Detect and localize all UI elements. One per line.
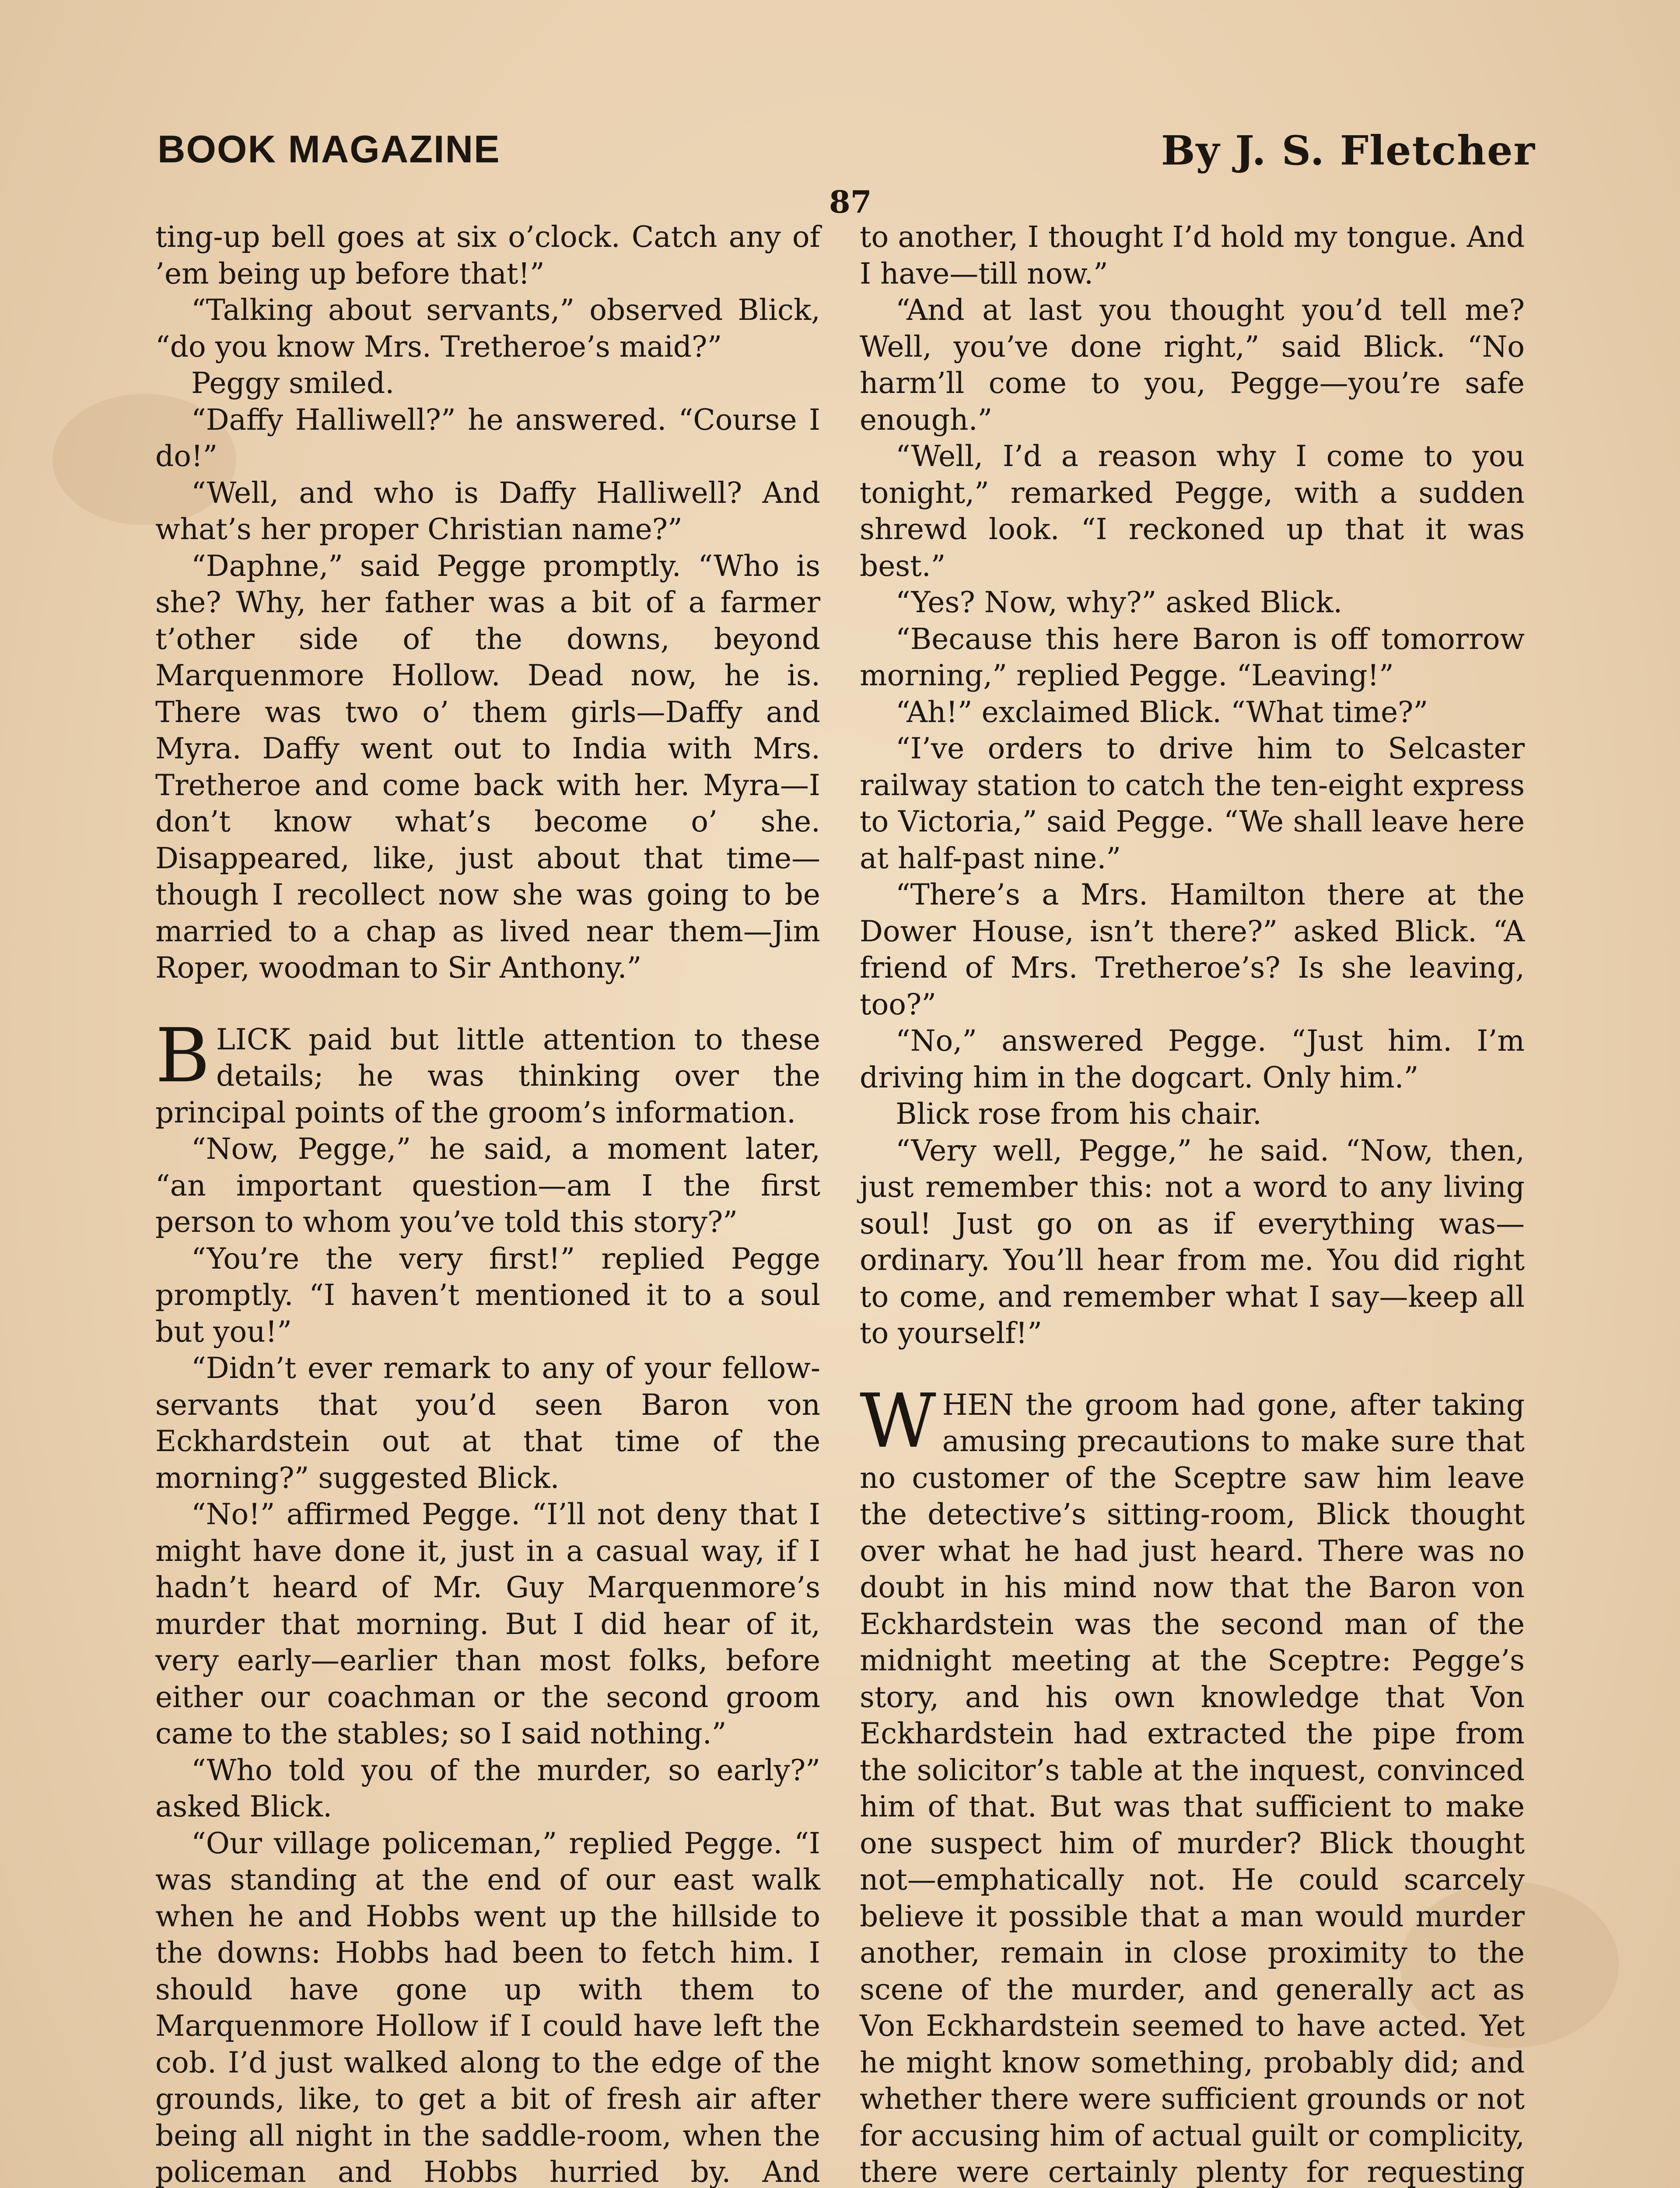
paragraph: “Who told you of the murder, so early?” asked Blick. (155, 1753, 820, 1823)
paragraph-text: HEN the groom had gone, after taking amusing precautions to make sure that no customer of the Sceptre saw him leave the detective’s sitting-room, Blick thought over what he had just heard. There was no doubt in his mind now that the Baron von Eckhardstein was the second man of the midnight meeting at the Sceptre: Pegge’s story, and his own knowledge that Von Eckhardstein had extracted the pipe from the solicitor’s table at the inquest, convinced him of that. But was that sufficient to make one suspect him of murder? Blick thought not—emphatically not. He could scarcely believe it possible that a man would murder another, remain in close proximity to the scene of the murder, and generally act as Von Eckhardstein seemed to have acted. Yet he might know something, probably did; and whether there were sufficient grounds or not for accusing him of actual guilt or complicity, there were certainly plenty for requesting (860, 1388, 1525, 2188)
paragraph: to another, I thought I’d hold my tongue. And I have—till now.” (860, 220, 1525, 291)
paragraph: “You’re the very first!” replied Pegge promptly. “I haven’t mentioned it to a soul but you!” (155, 1241, 820, 1349)
paragraph: “Yes? Now, why?” asked Blick. (896, 586, 1343, 619)
paragraph: “Well, I’d a reason why I come to you tonight,” remarked Pegge, with a sudden shrewd look. “I reckoned up that it was best.” (860, 439, 1525, 583)
paragraph: “Very well, Pegge,” he said. “Now, then, just remember this: not a word to any living soul! Just go on as if everything was—ordinary. You’ll hear from me. You did right to come, and remember what I say—keep all to yourself!” (860, 1133, 1525, 1350)
page-number: 87 (829, 184, 872, 220)
paragraph: ting-up bell goes at six o’clock. Catch any of ’em being up before that!” (155, 220, 820, 291)
paragraph: “Now, Pegge,” he said, a moment later, “an important question—am I the first person to whom you’ve told this story?” (155, 1132, 820, 1239)
left-text-column (155, 219, 820, 2188)
paragraph: Peggy smiled. (191, 366, 395, 400)
drop-cap: B (155, 1012, 210, 1099)
paragraph: “Ah!” exclaimed Blick. “What time?” (896, 695, 1428, 729)
section-paragraph (860, 1378, 1525, 2188)
paragraph: “No,” answered Pegge. “Just him. I’m driving him in the dogcart. Only him.” (860, 1024, 1525, 1094)
paragraph: “I’ve orders to drive him to Selcaster railway station to catch the ten-eight express to Victoria,” said Pegge. “We shall leave here at half-past nine.” (860, 732, 1525, 875)
section-paragraph (155, 1012, 820, 1131)
right-text-column (860, 219, 1525, 2188)
paragraph: “Because this here Baron is off tomorrow morning,” replied Pegge. “Leaving!” (860, 622, 1525, 692)
paragraph: “Daphne,” said Pegge promptly. “Who is she? Why, her father was a bit of a farmer t’other side of the downs, beyond Marquenmore Hollow. Dead now, he is. There was two o’ them girls—Daffy and Myra. Daffy went out to India with Mrs. Tretheroe and come back with her. Myra—I don’t know what’s become o’ she. Disappeared, like, just about that time—though I recollect now she was going to be married to a chap as lived near them—Jim Roper, woodman to Sir Anthony.” (155, 549, 820, 985)
paragraph: “Our village policeman,” replied Pegge. “I was standing at the end of our east walk when he and Hobbs went up the hillside to the downs: Hobbs had been to fetch him. I should have gone up with them to Marquenmore Hollow if I could have left the cob. I’d just walked along to the edge of the grounds, like, to get a bit of fresh air after being all night in the saddle-room, when the policeman and Hobbs hurried by. And (155, 1826, 820, 2188)
paragraph: “Well, and who is Daffy Halliwell? And what’s her proper Christian name?” (155, 476, 820, 546)
author-byline: By J. S. Fletcher (1161, 127, 1536, 174)
paragraph: “No!” affirmed Pegge. “I’ll not deny that I might have done it, just in a casual way, if I hadn’t heard of Mr. Guy Marquenmore’s murder that morning. But I did hear of it, very early—earlier than most folks, before either our coachman or the second groom came to the stables; so I said nothing.” (155, 1497, 820, 1750)
magazine-title: BOOK MAGAZINE (158, 127, 500, 171)
paragraph: “Didn’t ever remark to any of your fellow-servants that you’d seen Baron von Eckhardstein out at that time of the morning?” suggested Blick. (155, 1351, 820, 1495)
paragraph: “There’s a Mrs. Hamilton there at the Dower House, isn’t there?” asked Blick. “A friend of Mrs. Tretheroe’s? Is she leaving, too?” (860, 878, 1525, 1021)
paragraph: “Talking about servants,” observed Blick, “do you know Mrs. Tretheroe’s maid?” (155, 293, 820, 364)
paragraph: “Daffy Halliwell?” he answered. “Course I do!” (155, 403, 820, 473)
paragraph: “And at last you thought you’d tell me? Well, you’ve done right,” said Blick. “No harm’ll come to you, Pegge—you’re safe enough.” (860, 293, 1525, 437)
drop-cap: W (860, 1378, 936, 1465)
paragraph: Blick rose from his chair. (896, 1097, 1262, 1131)
paragraph-text: LICK paid but little attention to these details; he was thinking over the principal points of the groom’s information. (155, 1022, 820, 1129)
